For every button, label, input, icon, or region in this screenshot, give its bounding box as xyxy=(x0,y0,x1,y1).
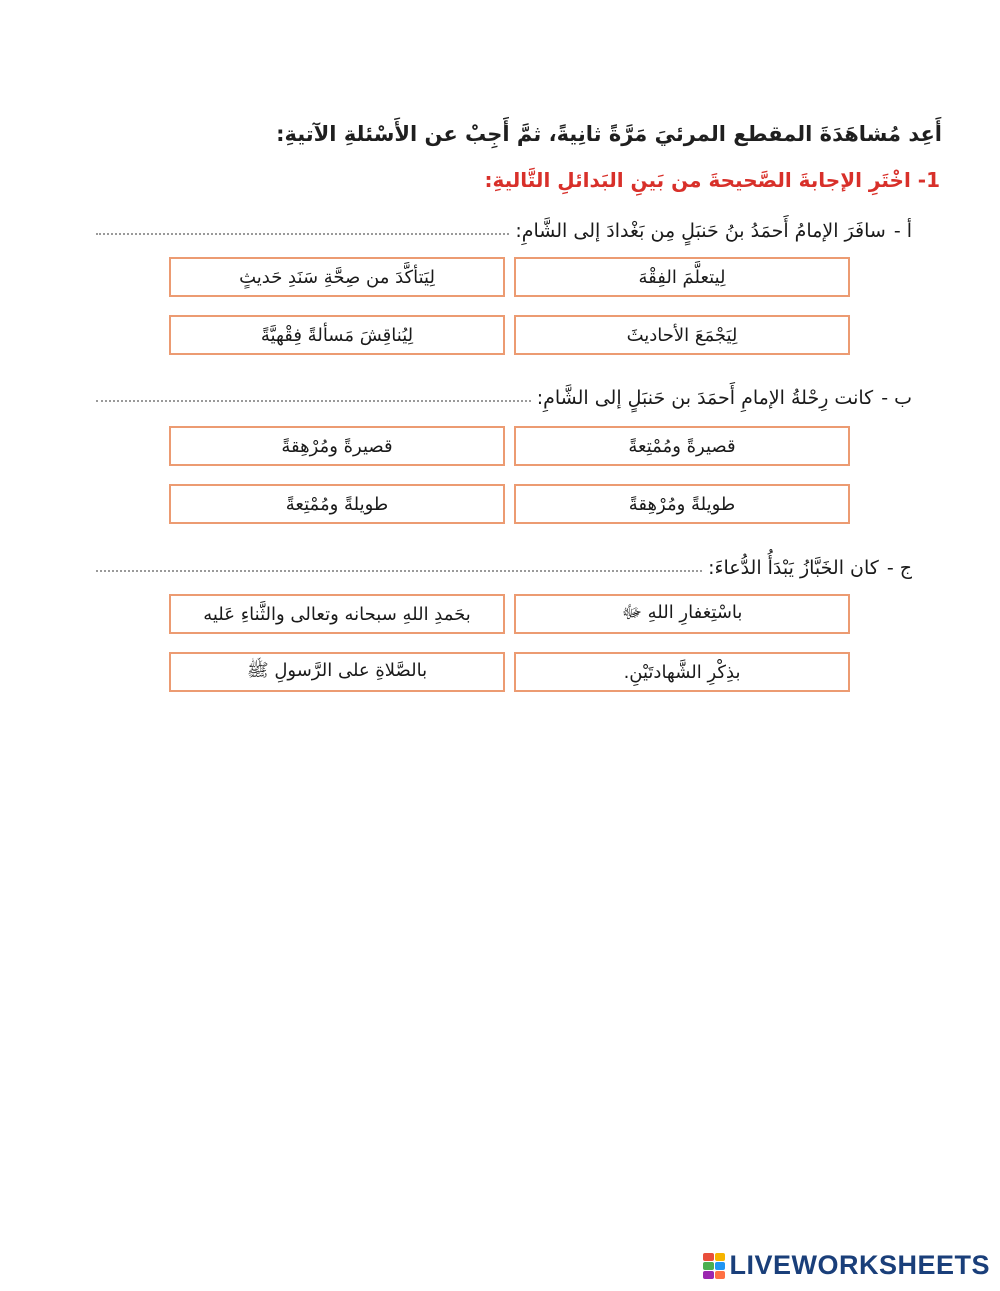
question-c xyxy=(96,545,912,579)
liveworksheets-footer xyxy=(703,1250,990,1281)
option-b3[interactable]: طويلةً ومُرْهِقةً xyxy=(514,484,850,524)
question-text: كان الخَبَّازُ يَبْدَأُ الدُّعاءَ: xyxy=(708,557,879,579)
option-b4[interactable]: طويلةً ومُمْتِعةً xyxy=(169,484,505,524)
option-b2[interactable]: قصيرةً ومُرْهِقةً xyxy=(169,426,505,466)
liveworksheets-logo-icon xyxy=(703,1253,725,1279)
option-c1[interactable]: باسْتِغفارِ اللهِ ﷻ xyxy=(514,594,850,634)
question-letter: ب - xyxy=(881,387,912,409)
option-c2[interactable]: بحَمدِ اللهِ سبحانه وتعالى والثَّناءِ عَليه xyxy=(169,594,505,634)
question-text: كانت رِحْلةُ الإمامِ أَحمَدَ بن حَنبَلٍ إلى الشَّامِ: xyxy=(536,387,874,409)
question-a xyxy=(96,208,912,242)
question-letter: ج - xyxy=(886,557,912,579)
answer-line xyxy=(96,570,702,572)
option-a1[interactable]: لِيتعلَّمَ الفِقْهَ xyxy=(514,257,850,297)
option-a2[interactable]: لِيَتأكَّدَ من صِحَّةِ سَنَدِ حَديثٍ xyxy=(169,257,505,297)
question-b xyxy=(96,375,912,409)
instructions-heading: أَعِد مُشاهَدَةَ المقطع المرئيَ مَرَّةً ثانِيةً، ثمَّ أَجِبْ عن الأَسْئلةِ الآتيةِ: xyxy=(276,122,942,146)
answer-line xyxy=(96,400,531,402)
question-text: سافَرَ الإمامُ أَحمَدُ بنُ حَنبَلٍ مِن بَغْدادَ إلى الشَّامِ: xyxy=(515,220,886,242)
answer-line xyxy=(96,233,509,235)
option-c4[interactable]: بالصَّلاةِ على الرَّسولِ ﷺ xyxy=(169,652,505,692)
brand-name: LIVEWORKSHEETS xyxy=(729,1250,990,1280)
option-b1[interactable]: قصيرةً ومُمْتِعةً xyxy=(514,426,850,466)
question-letter: أ - xyxy=(893,220,912,242)
section-title: 1- اخْتَرِ الإجابةَ الصَّحيحةَ من بَينِ البَدائلِ التَّاليةِ: xyxy=(484,168,940,192)
option-a3[interactable]: لِيَجْمَعَ الأحاديثَ xyxy=(514,315,850,355)
option-c3[interactable]: بذِكْرِ الشَّهادتَيْنِ. xyxy=(514,652,850,692)
option-a4[interactable]: لِيُناقِشَ مَسألةً فِقْهيَّةً xyxy=(169,315,505,355)
